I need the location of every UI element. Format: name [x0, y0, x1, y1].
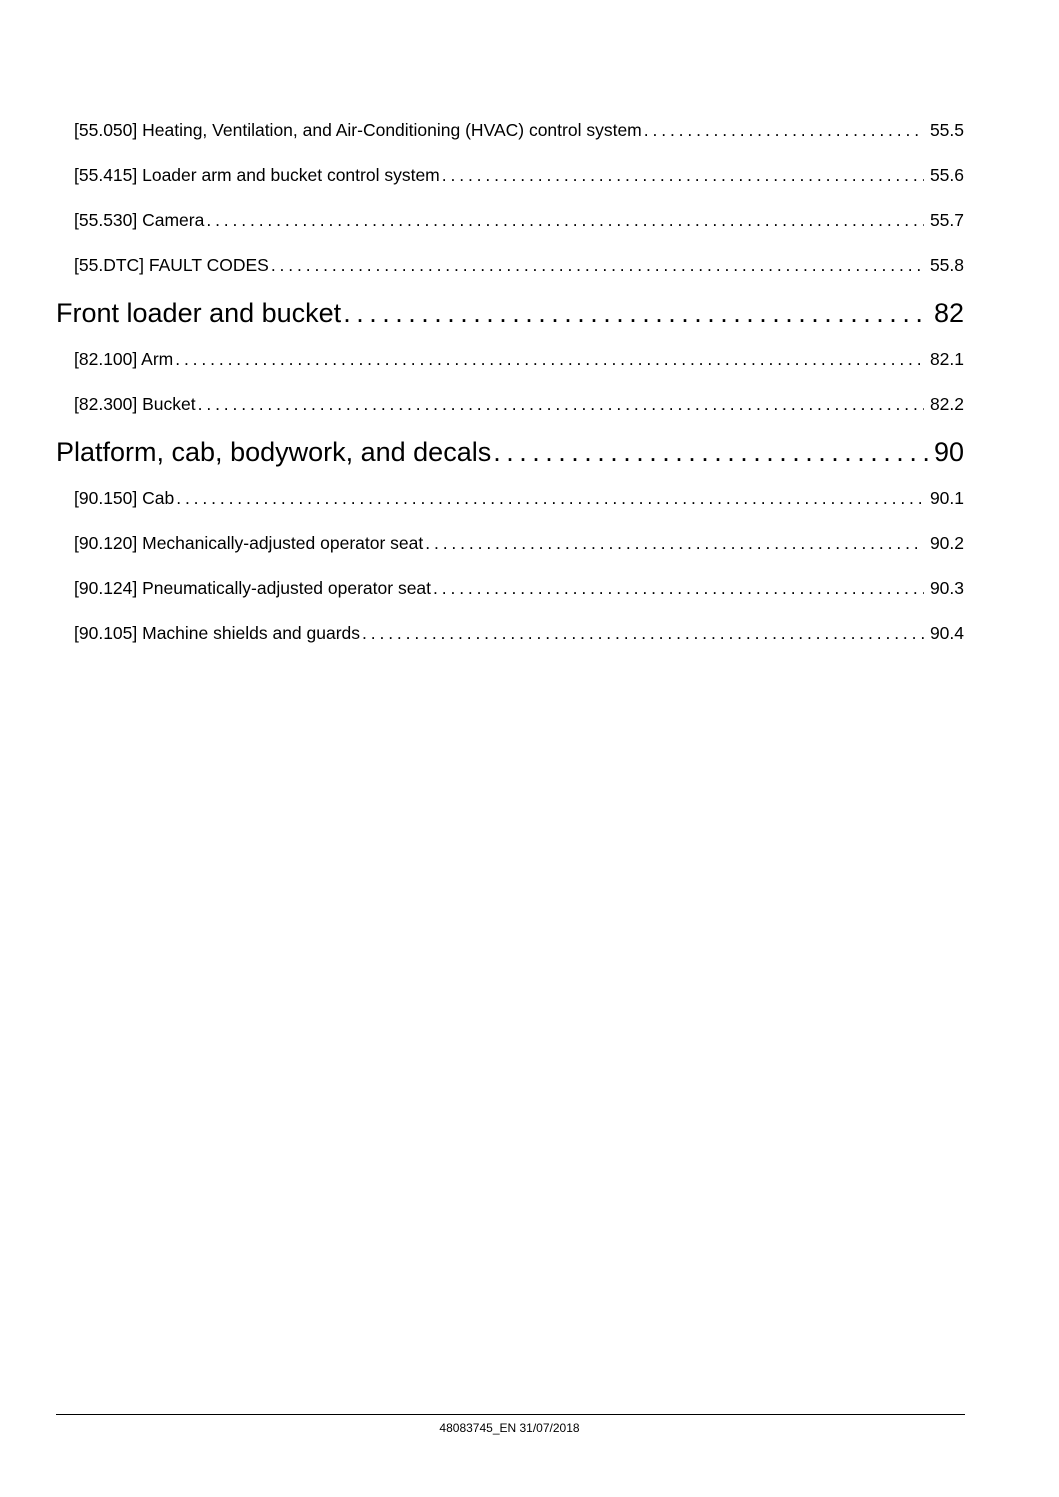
- toc-page-number: 82.2: [929, 394, 964, 414]
- toc-page-number: 90.3: [929, 578, 964, 598]
- toc-page-number: 90.1: [929, 488, 964, 508]
- toc-entry-title: [82.300] Bucket: [74, 394, 196, 414]
- footer-divider: [56, 1414, 965, 1415]
- toc-page-number: 90.2: [929, 533, 964, 553]
- toc-entry-title: [82.100] Arm: [74, 349, 174, 369]
- toc-page-number: 90.4: [929, 623, 964, 643]
- dot-leader: [362, 611, 924, 656]
- dot-leader: [433, 566, 924, 611]
- dot-leader: [343, 289, 928, 337]
- toc-entry-title: [55.415] Loader arm and bucket control system: [74, 165, 440, 185]
- toc-entry-cab[interactable]: [56, 476, 964, 521]
- toc-entry-camera[interactable]: [56, 198, 964, 243]
- toc-page-number: 55.5: [929, 120, 964, 140]
- toc-entry-fault-codes[interactable]: [56, 243, 964, 288]
- toc-section-number: 82: [933, 298, 964, 328]
- dot-leader: [176, 476, 924, 521]
- toc-entry-loader-arm-bucket-control[interactable]: [56, 153, 964, 198]
- toc-entry-title: [55.530] Camera: [74, 210, 205, 230]
- toc-entry-hvac-control-system[interactable]: [56, 108, 964, 153]
- toc-entry-pneumatically-adjusted-seat[interactable]: [56, 566, 964, 611]
- dot-leader: [442, 153, 924, 198]
- toc-section-platform-cab-bodywork-decals[interactable]: [56, 428, 964, 476]
- toc-page-number: 82.1: [929, 349, 964, 369]
- toc-entry-title: [90.124] Pneumatically-adjusted operator seat: [74, 578, 432, 598]
- dot-leader: [271, 243, 924, 288]
- dot-leader: [644, 108, 924, 153]
- toc-section-front-loader-and-bucket[interactable]: [56, 289, 964, 337]
- dot-leader: [493, 428, 928, 476]
- footer-document-code: 48083745_EN 31/07/2018: [439, 1421, 580, 1435]
- toc-page-number: 55.7: [929, 210, 964, 230]
- toc-entry-mechanically-adjusted-seat[interactable]: [56, 521, 964, 566]
- toc-entry-title: [55.DTC] FAULT CODES: [74, 255, 269, 275]
- toc-entry-title: [90.120] Mechanically-adjusted operator seat: [74, 533, 424, 553]
- toc-entry-title: [90.150] Cab: [74, 488, 175, 508]
- dot-leader: [198, 382, 924, 427]
- toc-entry-title: [55.050] Heating, Ventilation, and Air-Conditioning (HVAC) control system: [74, 120, 642, 140]
- toc-page-number: 55.6: [929, 165, 964, 185]
- toc-entry-bucket[interactable]: [56, 382, 964, 427]
- toc-entry-machine-shields-and-guards[interactable]: [56, 611, 964, 656]
- dot-leader: [206, 198, 924, 243]
- table-of-contents: [56, 108, 964, 656]
- dot-leader: [175, 337, 924, 382]
- toc-section-number: 90: [933, 437, 964, 467]
- toc-section-title: Platform, cab, bodywork, and decals: [56, 437, 492, 467]
- toc-entry-arm[interactable]: [56, 337, 964, 382]
- toc-section-title: Front loader and bucket: [56, 298, 342, 328]
- dot-leader: [425, 521, 924, 566]
- toc-entry-title: [90.105] Machine shields and guards: [74, 623, 361, 643]
- toc-page-number: 55.8: [929, 255, 964, 275]
